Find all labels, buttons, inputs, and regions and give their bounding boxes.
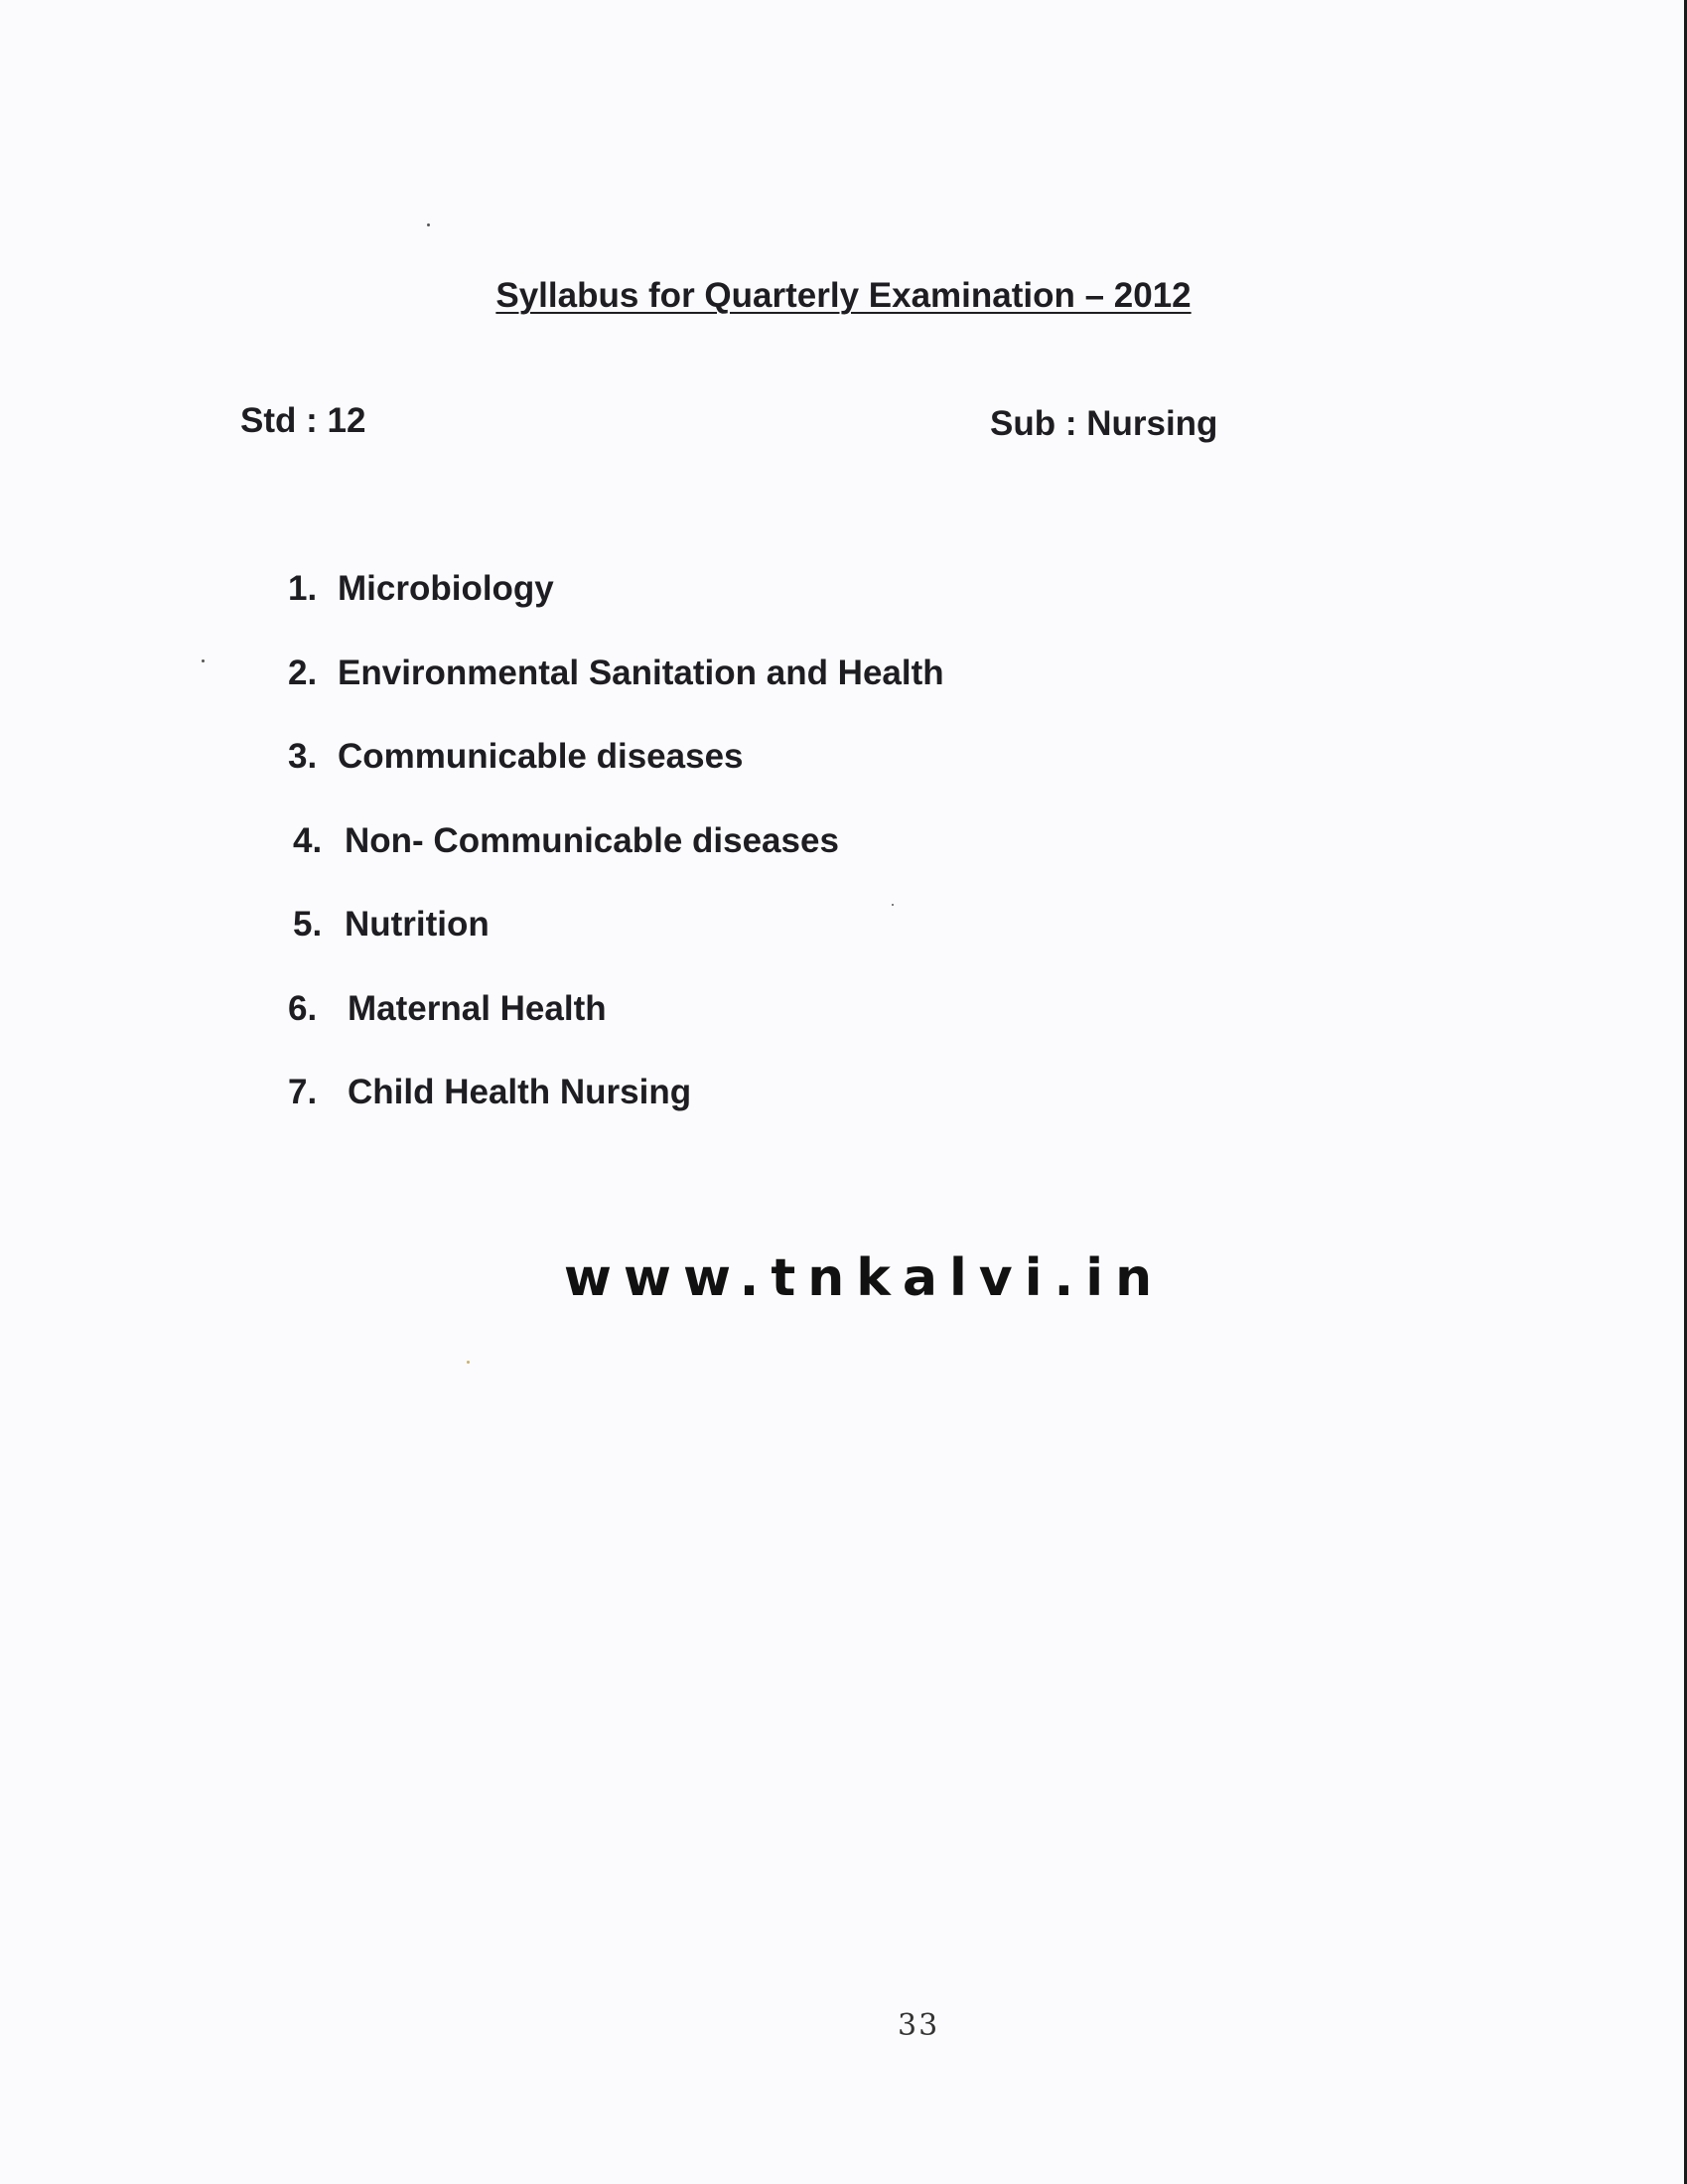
topic-name: Non- Communicable diseases	[345, 821, 839, 860]
topic-name: Microbiology	[338, 569, 554, 608]
website-watermark: www.tnkalvi.in	[563, 1248, 1165, 1308]
scan-speck	[467, 1361, 470, 1364]
topic-number: 1.	[288, 569, 318, 608]
list-item	[293, 821, 839, 861]
list-item	[293, 905, 490, 945]
topic-number: 7.	[288, 1073, 318, 1111]
standard-label: Std : 12	[240, 401, 366, 440]
page-number: 33	[898, 2008, 940, 2043]
topic-name: Child Health Nursing	[348, 1073, 692, 1111]
subject-label: Sub : Nursing	[990, 404, 1218, 443]
topic-number: 4.	[293, 821, 323, 860]
scan-speck	[202, 659, 205, 662]
scan-speck	[892, 904, 894, 906]
topic-name: Maternal Health	[348, 989, 607, 1028]
list-item	[288, 737, 744, 777]
list-item	[288, 654, 944, 693]
topic-number: 5.	[293, 905, 323, 944]
list-item	[288, 989, 607, 1029]
page-title: Syllabus for Quarterly Examination – 2012	[495, 276, 1192, 315]
list-item	[288, 569, 554, 609]
topic-name: Communicable diseases	[338, 737, 744, 776]
topic-name: Nutrition	[345, 905, 490, 944]
topic-name: Environmental Sanitation and Health	[338, 654, 944, 692]
list-item	[288, 1073, 691, 1112]
topic-number: 2.	[288, 654, 318, 692]
topic-number: 3.	[288, 737, 318, 776]
topic-number: 6.	[288, 989, 318, 1028]
scan-speck	[427, 223, 430, 226]
